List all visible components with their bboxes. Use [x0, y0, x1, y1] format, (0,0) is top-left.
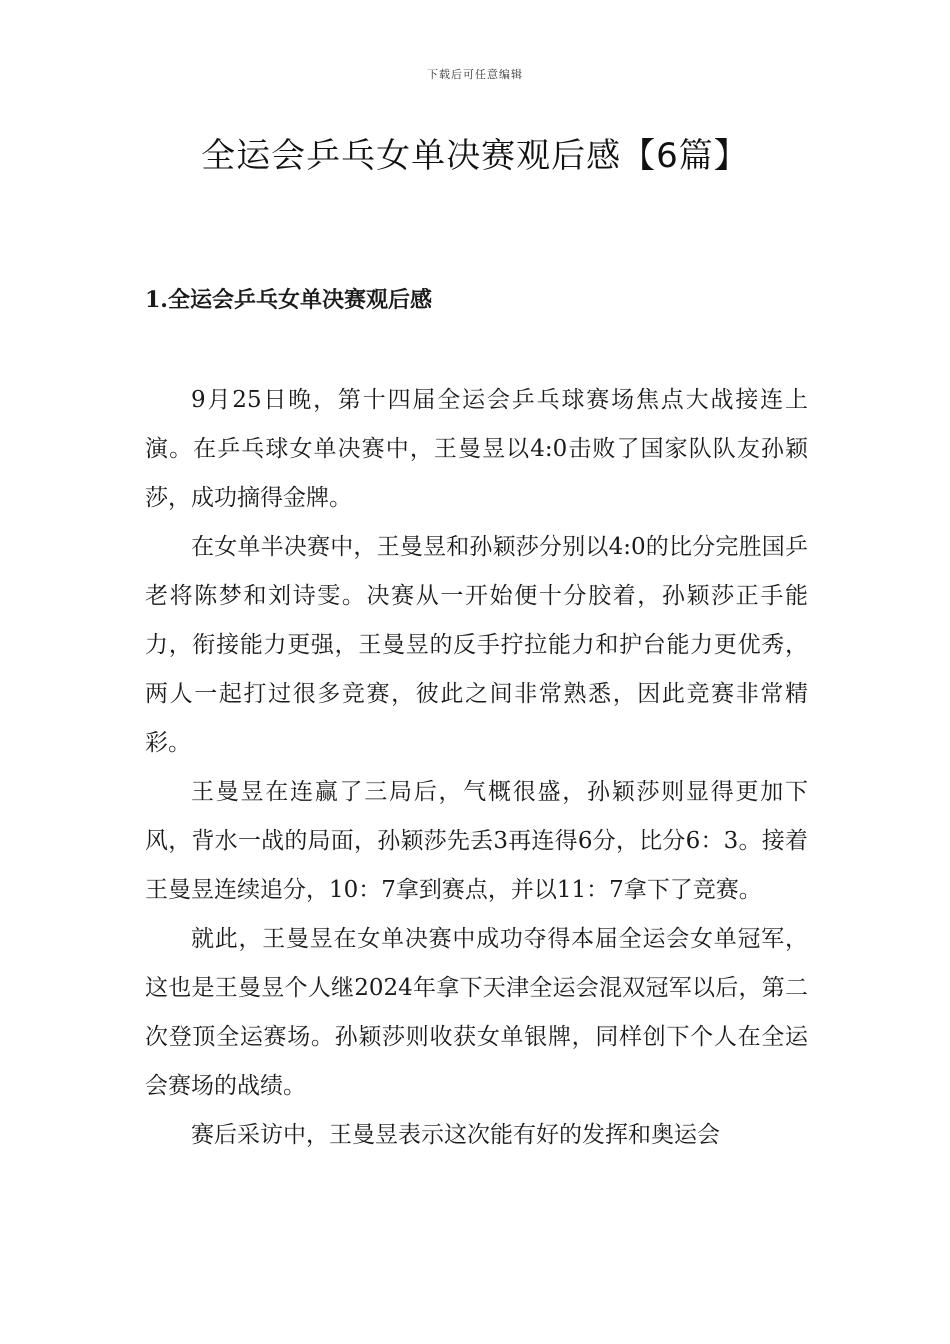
- document-title: 全运会乒乓女单决赛观后感【6篇】: [201, 136, 749, 176]
- section-heading: 1.全运会乒乓女单决赛观后感: [145, 287, 432, 313]
- paragraph: 9月25日晚，第十四届全运会乒乓球赛场焦点大战接连上演。在乒乓球女单决赛中，王曼昱以4:0击败了国家队队友孙颖莎，成功摘得金牌。: [145, 387, 808, 511]
- body-text: [145, 376, 808, 1160]
- paragraph: 在女单半决赛中，王曼昱和孙颖莎分别以4:0的比分完胜国乒老将陈梦和刘诗雯。决赛从一开始便十分胶着，孙颖莎正手能力，衔接能力更强，王曼昱的反手拧拉能力和护台能力更优秀，两人一起打过很多竞赛，彼此之间非常熟悉，因此竞赛非常精彩。: [145, 534, 808, 756]
- paragraph: 王曼昱在连赢了三局后，气概很盛，孙颖莎则显得更加下风，背水一战的局面，孙颖莎先丢3再连得6分，比分6：3。接着王曼昱连续追分，10：7拿到赛点，并以11：7拿下了竞赛。: [145, 779, 808, 903]
- header-note: 下载后可任意编辑: [427, 68, 523, 81]
- paragraph: 就此，王曼昱在女单决赛中成功夺得本届全运会女单冠军，这也是王曼昱个人继2024年拿下天津全运会混双冠军以后，第二次登顶全运赛场。孙颖莎则收获女单银牌，同样创下个人在全运会赛场的战绩。: [145, 926, 808, 1099]
- paragraph: 赛后采访中，王曼昱表示这次能有好的发挥和奥运会: [191, 1122, 720, 1148]
